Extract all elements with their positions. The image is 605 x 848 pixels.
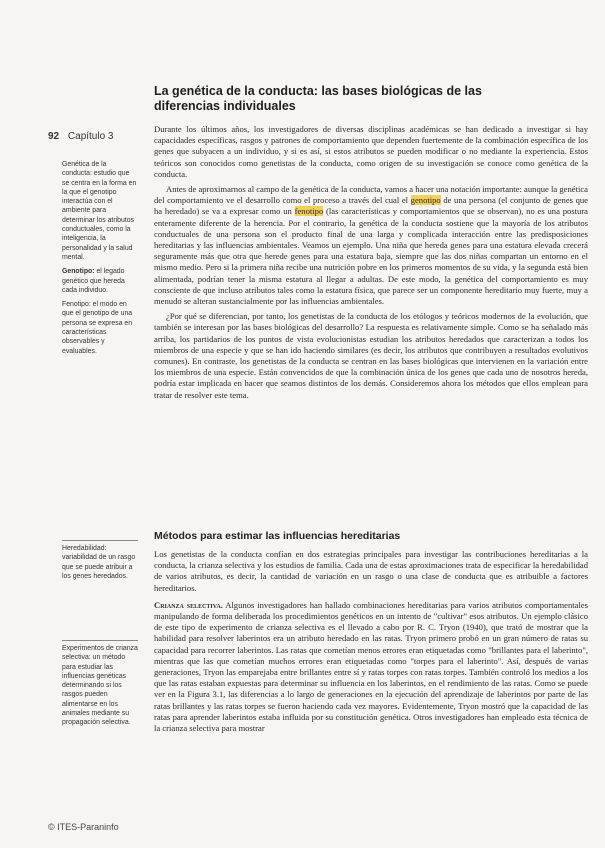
running-header: [48, 131, 114, 142]
margin-note-behavior-genetics: Genética de la conducta: estudio que se centra en la forma en la que el genotipo interactúa con el ambiente para determinar los atributos conductuales, como la inteligencia, la personalidad y la salud mental.: [62, 161, 137, 261]
section-title: La genética de la conducta: las bases biológicas de las diferencias individuales: [154, 84, 482, 113]
text-run: (las características y comportamientos que se observan), no es una postura enteramente diferente de la herencia. Por el contrario, la genética de la conducta sostiene que la mayoría de los atributos conductuales de una persona son el producto final de una larga y complicada interacción entre las predisposiciones hereditarias y las influencias ambientales. Veamos un ejemplo. Una niña que hereda genes para una estatura elevada crecerá seguramente más que otra que herede genes para una estatura baja, siempre que las dos niñas compartan un entorno en el mismo medio. Pero si la primera niña recibe una nutrición pobre en los primeros momentos de su vida, y la segunda está bien alimentada, podrían tener la misma estatura al llegar a adultas. De este modo, la genética del comportamiento es muy consciente de que incluso atributos tales como la estatura física, que parece ser un componente hereditario muy fuerte, muy a menudo se alteran sustancialmente por las influencias ambientales.: [154, 206, 588, 307]
margin-notes-bottom: [62, 640, 138, 733]
margin-note-phenotype: Fenotipo: el modo en que el genotipo de una persona se expresa en características observables y evaluables.: [62, 301, 133, 355]
margin-note-genotype: [62, 267, 138, 295]
margin-rule: [62, 540, 138, 541]
text-run: Algunos investigadores han hallado combinaciones hereditarias para varios atributos comportamentales manipulando de forma deliberada los procedimientos genéticos en un intento de "cultivar" esos atributos. Un ejemplo clásico de este tipo de experimento de crianza selectiva es el llevado a cabo por R. C. Tryon (1940), que trató de mostrar que la habilidad para resolver laberintos era un atributo heredado en las ratas. Tryon primero probó en un gran número de ratas su capacidad para recorrer laberintos. Las ratas que cometían menos errores eran etiquetadas como "brillantes para el laberinto", mientras que las que cometían muchos errores eran etiquetadas como "torpes para el laberinto". Así, después de varias generaciones, Tryon las emparejaba entre brillantes entre sí y ratas torpes con ratas torpes. También controló los medios a los que las ratas estaban expuestas para determinar su influencia en los laberintos, en el rendimiento de las ratas. Como se puede ver en la Figura 3.1, las diferencias a lo largo de generaciones en la ejecución del aprendizaje de laberintos por parte de las ratas brillantes y las ratas torpes se fueron haciendo cada vez mayores. Evidentemente, Tryon mostró que la capacidad de las ratas para aprender laberintos estaba influida por su constitución genética. Otros investigadores han empleado esta técnica de la crianza selectiva para mostrar: [154, 599, 589, 734]
paragraph-methods: Los genetistas de la conducta confían en dos estrategias principales para investigar las contribuciones hereditarias a la conducta, la crianza selectiva y los estudios de familia. Cada una de estas aproximaciones trata de especificar la heredabilidad de varios atributos, es decir, la cantidad de variación en un rasgo o una clase de conducta que es atribuible a factores hereditarios.: [154, 549, 588, 593]
paragraph-intro: Durante los últimos años, los investigadores de diversas disciplinas académicas se han dedicado a investigar si hay capacidades específicas, rasgos y patrones de comportamiento que dependen fuertemente de la combinación específica de los genes que subyacen a un individuo, y si es así, si estos atributos se pueden modificar o no mediante la experiencia. Estos teóricos son conocidos como genetistas de la conducta, como origen de su investigación se conoce como genética de la conducta.: [154, 124, 588, 179]
section-heading: Métodos para estimar las influencias hereditarias: [154, 530, 401, 542]
margin-note-selective-breeding: Experimentos de crianza selectiva: un método para estudiar las influencias genéticas determinando si los rasgos pueden alimentarse en los animales mediante su propagación selectiva.: [62, 645, 138, 727]
margin-note-text: el legado genético que hereda cada individuo.: [62, 268, 125, 294]
publisher-footer: © ITES-Paraninfo: [48, 822, 119, 832]
margin-notes-middle: [62, 540, 138, 586]
highlight-genotipo: genotipo: [410, 195, 441, 206]
margin-rule: [62, 640, 138, 641]
main-text-block-2: [154, 549, 588, 734]
highlight-fenotipo: fenotipo: [294, 206, 324, 217]
paragraph-genotype: [154, 184, 588, 307]
run-in-heading: Crianza selectiva.: [154, 599, 223, 610]
paragraph-evolution: ¿Por qué se diferencian, por tanto, los genetistas de la conducta de los etólogos y teóricos modernos de la evolución, que también se interesan por las bases biológicas del desarrollo? La respuesta es relativamente simple. Como se ha señalado más arriba, los partidarios de los puntos de vista evolucionistas estudian los atributos heredados que caracterizan a todos los miembros de una especie y que se han ido haciendo similares (es decir, los atributos que contribuyen a resultados evolutivos comunes). En contraste, los genetistas de la conducta se centran en las bases biológicas que intervienen en la variación entre los miembros de una especie. Están convencidos de que la combinación única de los genes que cada uno de nosotros hereda, podría estar implicada en hacer que seamos distintos de los demás. Consideremos ahora los métodos que ellos emplean para tratar de resolver este tema.: [154, 311, 588, 400]
page-number: 92: [48, 131, 60, 142]
margin-note-term: Genotipo:: [62, 268, 95, 276]
text-run: Antes de aproximarnos al campo de la genética de la conducta, vamos a hacer una notación importante: aunque la genética del comportamiento ve el desarrollo como el proceso a través del cual el: [154, 184, 588, 206]
paragraph-selective-breeding: [154, 600, 588, 734]
margin-note-heritability: Heredabilidad: variabilidad de un rasgo que se puede atribuir a los genes heredados.: [62, 545, 136, 580]
margin-notes-top: [62, 160, 138, 361]
main-text-block-1: [154, 124, 588, 401]
text-run: de una persona (el conjunto de genes que ha heredado) se va a expresar como un: [154, 195, 588, 217]
chapter-label: Capítulo 3: [67, 131, 114, 142]
